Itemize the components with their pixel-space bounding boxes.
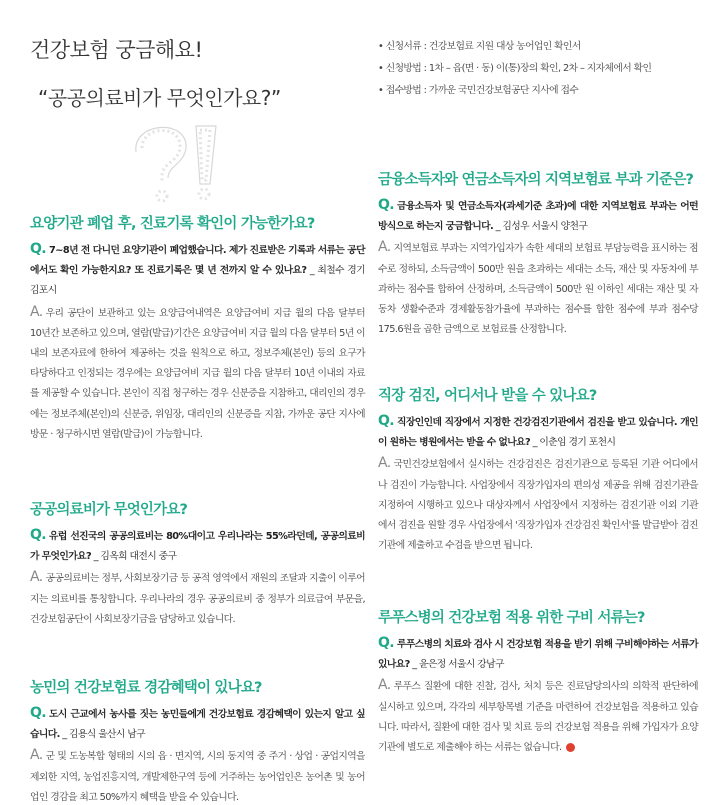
faq-section-farmer xyxy=(30,676,365,805)
asker: _ 김성우 서울시 양천구 xyxy=(493,221,588,233)
page-title: 건강보험 궁금해요! xyxy=(30,38,203,62)
a-marker: A. xyxy=(30,303,43,320)
answer: A. 군 및 도농복합 형태의 시의 읍 · 면지역, 시의 동지역 중 주거 · 상업 · 공업지역을 제외한 지역, 농업진흥지역, 개발제한구역 등에 거주하는 농어업인은 농어촌 및 농어업인 경감을 최고 50%까지 혜택을 받을 수 있습니다. xyxy=(30,747,365,803)
q-marker: Q. xyxy=(378,413,395,429)
a-marker: A. xyxy=(378,455,391,472)
faq-section-checkup xyxy=(378,384,698,556)
asker: _ 윤은정 서울시 강남구 xyxy=(409,659,504,671)
faq-section-lupus xyxy=(378,606,698,758)
a-marker: A. xyxy=(378,239,391,256)
answer: A. 공공의료비는 정부, 사회보장기금 등 공적 영역에서 재원의 조달과 지출이 이루어지는 의료비를 통칭합니다. 우리나라의 경우 공공의료비 중 정부가 의료급여 부문을, 건강보험공단이 사회보장기금을 담당하고 있습니다. xyxy=(30,569,365,625)
bullet-item: • 접수방법 : 가까운 국민건강보험공단 지사에 접수 xyxy=(378,80,698,102)
question: Q. 유럽 선진국의 공공의료비는 80%대이고 우리나라는 55%라던데, 공공의료비가 무엇인가요? _ 김옥희 대전시 중구 xyxy=(30,527,365,563)
question: Q. 금융소득자 및 연금소득자(과세기준 초과)에 대한 지역보험료 부과는 어떤 방식으로 하는지 궁금합니다. _ 김성우 서울시 양천구 xyxy=(378,197,698,233)
question-mark-illustration xyxy=(118,118,238,218)
question: Q. 직장인인데 직장에서 지정한 건강검진기관에서 검진을 받고 있습니다. 개인이 원하는 병원에서는 받을 수 없나요? _ 이춘임 경기 포천시 xyxy=(378,413,698,449)
answer: A. 우리 공단이 보관하고 있는 요양급여내역은 요양급여비 지급 월의 다음 달부터 10년간 보존하고 있으며, 열람(발급)기간은 요양급여비 지급 월의 다음 달부터 5년 이내의 보존자료에 한하여 제공하는 것을 원칙으로 하고, 정보주체(본인) 등의 요구가 타당하다고 인정되는 경우에는 요양급여비 지급 월의 다음 달부터 10년 이내의 자료를 제공할 수 있습니다. 본인이 직접 청구하는 경우 신분증을 지참하고, 대리인의 경우에는 정보주체(본인)의 신분증, 위임장, 대리인의 신분증을 지참, 가까운 공단 지사에 방문 · 청구하시면 열람(발급)이 가능합니다. xyxy=(30,303,365,440)
asker: _ 김용식 울산시 남구 xyxy=(59,729,145,741)
bullet-item: • 신청서류 : 건강보험료 지원 대상 농어업인 확인서 xyxy=(378,36,698,58)
q-marker: Q. xyxy=(30,527,47,543)
section-title: 농민의 건강보험료 경감혜택이 있나요? xyxy=(30,680,262,696)
asker: _ 최철수 경기 김포시 xyxy=(30,265,365,297)
section-title: 직장 검진, 어디서나 받을 수 있나요? xyxy=(378,388,597,404)
answer: A. 루푸스 질환에 대한 진찰, 검사, 처치 등은 진료담당의사의 의학적 판단하에 실시하고 있으며, 각각의 세부항목별 기준을 마련하여 건강보험을 적용하고 있습니다. 따라서, 질환에 대한 검사 및 치료 등의 건강보험 적용을 위해 가입자가 요양기관에 별도로 제출해야 하는 서류는 없습니다. xyxy=(378,677,698,754)
question: Q. 도시 근교에서 농사를 짓는 농민들에게 건강보험료 경감혜택이 있는지 알고 싶습니다. _ 김용식 울산시 남구 xyxy=(30,705,365,741)
faq-section-records xyxy=(30,212,365,445)
q-marker: Q. xyxy=(30,705,47,721)
faq-section-public-medical xyxy=(30,498,365,630)
end-mark-icon xyxy=(566,743,575,752)
section-title: 루푸스병의 건강보험 적용 위한 구비 서류는? xyxy=(378,610,645,626)
a-marker: A. xyxy=(30,747,43,764)
question: Q. 루푸스병의 치료와 검사 시 건강보험 적용을 받기 위해 구비해야하는 서류가 있나요? _ 윤은정 서울시 강남구 xyxy=(378,635,698,671)
asker: _ 이춘임 경기 포천시 xyxy=(530,437,616,449)
q-marker: Q. xyxy=(378,635,395,651)
q-marker: Q. xyxy=(30,241,47,257)
page-subtitle: “공공의료비가 무엇인가요?” xyxy=(38,86,281,110)
q-marker: Q. xyxy=(378,197,395,213)
bullet-list xyxy=(378,36,698,102)
question: Q. 7~8년 전 다니던 요양기관이 폐업했습니다. 제가 진료받은 기록과 서류는 공단에서도 확인 가능한지요? 또 진료기록은 몇 년 전까지 알 수 있나요? _ 최철수 경기 김포시 xyxy=(30,241,365,297)
section-title: 요양기관 폐업 후, 진료기록 확인이 가능한가요? xyxy=(30,216,315,232)
faq-section-farmer-bullets xyxy=(378,34,698,102)
faq-section-financial-income xyxy=(378,168,698,340)
asker: _ 김옥희 대전시 중구 xyxy=(91,551,177,563)
answer: A. 지역보험료 부과는 지역가입자가 속한 세대의 보험료 부담능력을 표시하는 점수로 정하되, 소득금액이 500만 원을 초과하는 세대는 소득, 재산 및 자동차에 부과하는 점수를 합하여 산정하며, 소득금액이 500만 원 이하인 세대는 재산 및 자동차 생활수준과 경제활동참가율에 부과하는 점수를 합한 점수에 부과 점수당 175.6원을 곱한 금액으로 보험료를 산정합니다. xyxy=(378,239,698,336)
bullet-item: • 신청방법 : 1차 – 읍(면 · 동) 이(통)장의 확인, 2차 – 지자체에서 확인 xyxy=(378,58,698,80)
a-marker: A. xyxy=(30,569,43,586)
answer: A. 국민건강보험에서 실시하는 건강검진은 검진기관으로 등록된 기관 어디에서나 검진이 가능합니다. 사업장에서 직장가입자의 편의성 제공을 위해 검진기관을 지정하여 시행하고 있으나 대상자께서 사업장에서 지정하는 검진기관 이외 기관에서 검진을 원할 경우 사업장에서 '직장가입자 건강검진 확인서'를 발급받아 검진기관에 제출하고 수검을 받으면 됩니다. xyxy=(378,455,698,552)
a-marker: A. xyxy=(378,677,391,694)
section-title: 공공의료비가 무엇인가요? xyxy=(30,502,188,518)
section-title: 금융소득자와 연금소득자의 지역보험료 부과 기준은? xyxy=(378,172,694,188)
